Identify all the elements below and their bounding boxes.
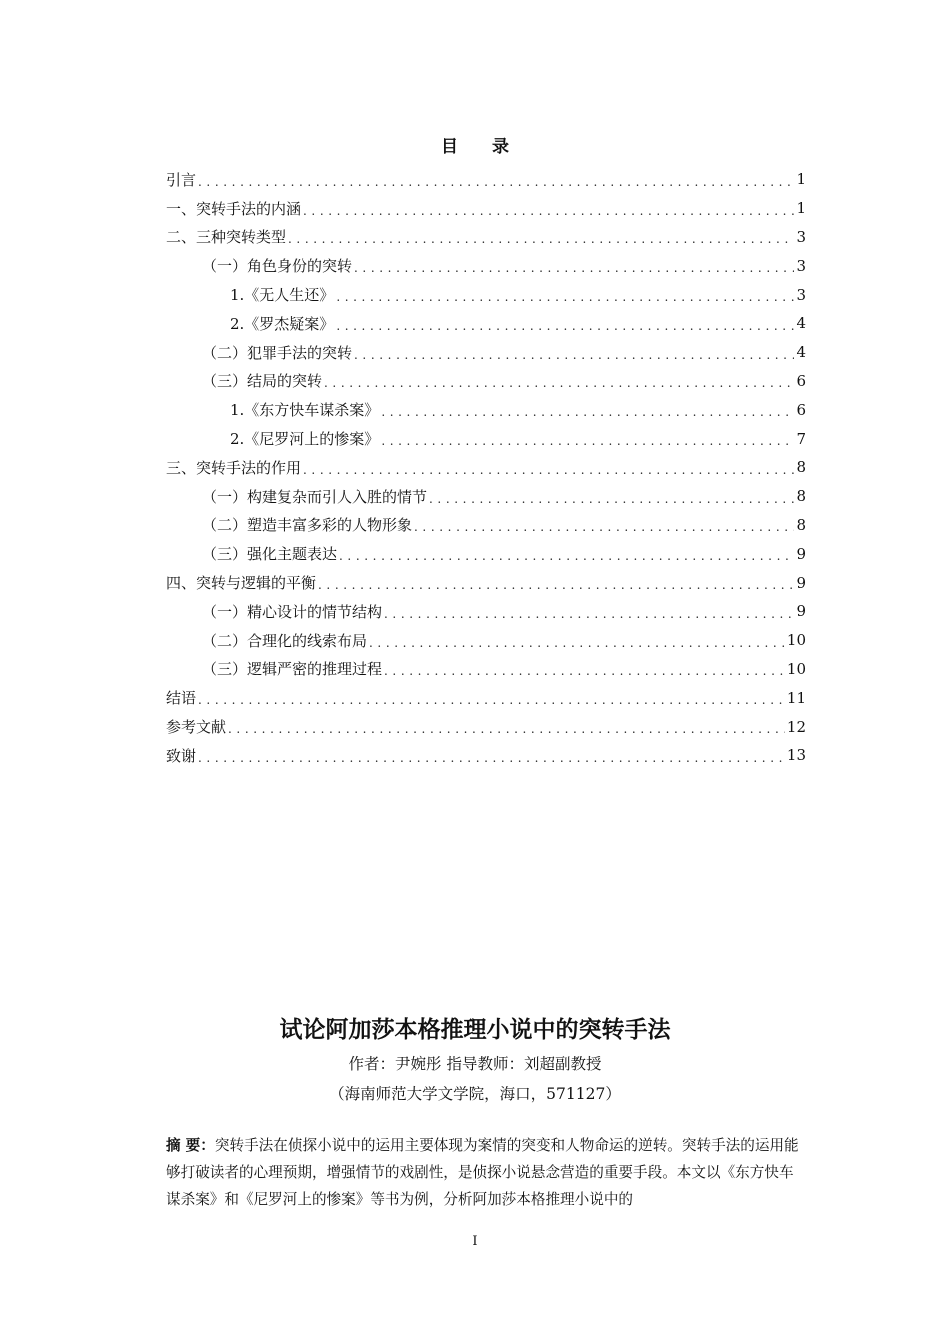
- toc-entry-label: 引言: [166, 170, 197, 189]
- toc-entry: [166, 712, 806, 741]
- toc-entry: [166, 251, 806, 280]
- toc-entry-page: 6: [796, 371, 806, 390]
- toc-entry: [166, 482, 806, 511]
- abstract: [166, 1132, 806, 1213]
- toc-entry: [166, 626, 806, 655]
- toc-entry-page: 12: [786, 717, 806, 736]
- toc-entry-page: 9: [796, 602, 806, 621]
- toc-entry: [166, 597, 806, 626]
- toc-entry-label: （三）逻辑严密的推理过程: [202, 660, 383, 679]
- toc-leader-dots: [198, 752, 785, 770]
- toc-entry-page: 8: [796, 487, 806, 506]
- toc-title: 目 录: [441, 137, 523, 157]
- toc-entry-page: 9: [796, 544, 806, 563]
- toc-entry-label: 结语: [166, 689, 197, 708]
- toc-entry: [166, 424, 806, 453]
- toc-entry: [166, 511, 806, 540]
- toc-entry: [166, 395, 806, 424]
- toc-entry-page: 3: [796, 256, 806, 275]
- toc-leader-dots: [429, 493, 794, 511]
- toc-entry: [166, 683, 806, 712]
- toc-entry-page: 4: [796, 314, 806, 333]
- toc-leader-dots: [336, 291, 794, 309]
- toc-entry-label: （三）强化主题表达: [202, 545, 338, 564]
- toc-entry: [166, 741, 806, 770]
- toc-entry-page: 13: [786, 746, 806, 765]
- toc-entry: [166, 194, 806, 223]
- toc-entry-page: 8: [796, 458, 806, 477]
- toc-leader-dots: [339, 550, 794, 568]
- toc-leader-dots: [303, 464, 794, 482]
- affiliation-line: （海南师范大学文学院，海口，571127）: [329, 1085, 621, 1103]
- toc-entry-label: （一）角色身份的突转: [202, 257, 353, 276]
- toc-leader-dots: [303, 205, 794, 223]
- toc-entry: [166, 453, 806, 482]
- page-number: I: [472, 1234, 478, 1249]
- author-line: 作者：尹婉彤 指导教师：刘超副教授: [348, 1055, 602, 1073]
- toc-entry-label: （二）合理化的线索布局: [202, 631, 368, 650]
- toc-entry-label: 2.《罗杰疑案》: [230, 314, 335, 333]
- toc-entry: [166, 309, 806, 338]
- toc-entry-page: 1: [796, 199, 806, 218]
- toc-entry-label: （一）精心设计的情节结构: [202, 602, 383, 621]
- toc-entry-label: 2.《尼罗河上的惨案》: [230, 430, 380, 449]
- toc-leader-dots: [198, 176, 794, 194]
- toc-entry: [166, 568, 806, 597]
- toc-leader-dots: [381, 435, 794, 453]
- toc-leader-dots: [354, 262, 794, 280]
- abstract-label: 摘 要：: [166, 1137, 215, 1154]
- toc-entry-page: 10: [786, 631, 806, 650]
- toc-entry: [166, 223, 806, 252]
- toc-entry-page: 8: [796, 515, 806, 534]
- toc-entry: [166, 367, 806, 396]
- toc-leader-dots: [381, 406, 794, 424]
- toc-entry-label: 四、突转与逻辑的平衡: [166, 574, 317, 593]
- toc-entry-label: 致谢: [166, 746, 197, 765]
- toc-entry-page: 3: [796, 285, 806, 304]
- toc-entry-label: 二、三种突转类型: [166, 228, 287, 247]
- toc-entry-label: 一、突转手法的内涵: [166, 199, 302, 218]
- toc-entry-label: （二）塑造丰富多彩的人物形象: [202, 516, 413, 535]
- table-of-contents: [166, 165, 806, 770]
- toc-entry-page: 3: [796, 227, 806, 246]
- toc-entry-label: （二）犯罪手法的突转: [202, 343, 353, 362]
- toc-entry: [166, 338, 806, 367]
- toc-leader-dots: [384, 665, 785, 683]
- toc-leader-dots: [384, 608, 794, 626]
- toc-leader-dots: [198, 694, 785, 712]
- toc-entry-page: 6: [796, 400, 806, 419]
- toc-entry: [166, 539, 806, 568]
- toc-entry-label: 1.《无人生还》: [230, 286, 335, 305]
- toc-leader-dots: [228, 723, 785, 741]
- toc-entry-label: 三、突转手法的作用: [166, 458, 302, 477]
- toc-entry-label: （一）构建复杂而引人入胜的情节: [202, 487, 428, 506]
- toc-leader-dots: [414, 521, 794, 539]
- toc-leader-dots: [369, 637, 785, 655]
- toc-leader-dots: [318, 579, 794, 597]
- toc-leader-dots: [288, 233, 794, 251]
- toc-entry-page: 10: [786, 659, 806, 678]
- toc-entry-label: 参考文献: [166, 718, 227, 737]
- toc-entry-page: 4: [796, 343, 806, 362]
- toc-entry-page: 11: [786, 688, 806, 707]
- abstract-text: 突转手法在侦探小说中的运用主要体现为案情的突变和人物命运的逆转。突转手法的运用能够打破读者的心理预期，增强情节的戏剧性，是侦探小说悬念营造的重要手段。本文以《东方快车谋杀案》和《尼罗河上的惨案》等书为例，分析阿加莎本格推理小说中的: [166, 1137, 799, 1208]
- toc-leader-dots: [324, 377, 794, 395]
- toc-entry-label: （三）结局的突转: [202, 372, 323, 391]
- toc-entry: [166, 280, 806, 309]
- toc-entry-label: 1.《东方快车谋杀案》: [230, 401, 380, 420]
- paper-title: 试论阿加莎本格推理小说中的突转手法: [279, 1017, 671, 1043]
- toc-entry: [166, 165, 806, 194]
- toc-entry-page: 7: [796, 429, 806, 448]
- toc-entry-page: 1: [796, 170, 806, 189]
- toc-leader-dots: [354, 349, 794, 367]
- toc-leader-dots: [336, 320, 794, 338]
- toc-entry-page: 9: [796, 573, 806, 592]
- toc-entry: [166, 655, 806, 684]
